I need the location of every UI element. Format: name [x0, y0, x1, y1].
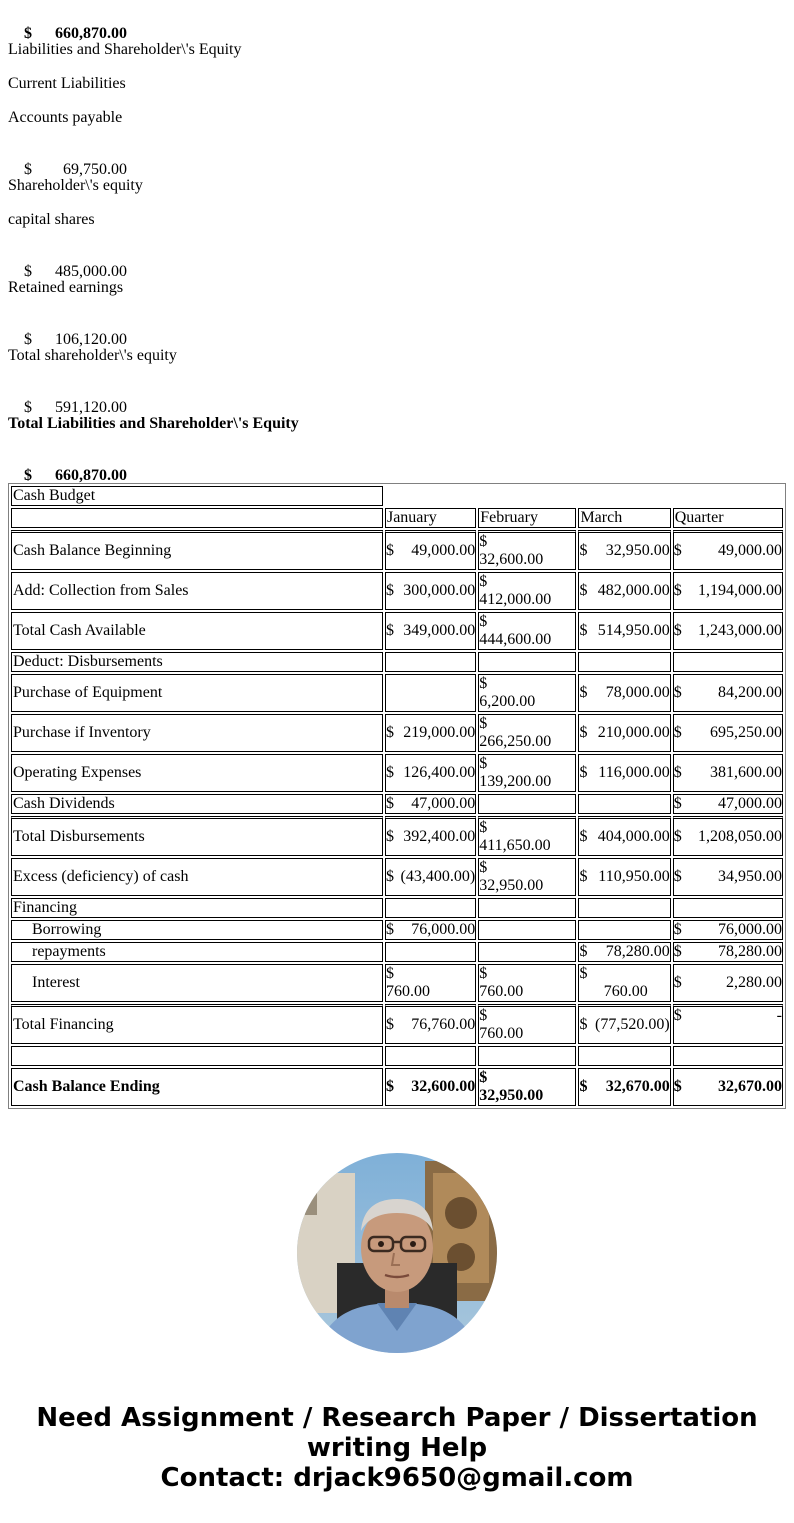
amount: 32,600.00: [479, 551, 544, 568]
table-row: [11, 572, 783, 610]
currency-symbol: $: [385, 795, 394, 812]
currency-symbol: $: [673, 684, 682, 701]
currency-symbol: $: [479, 715, 488, 732]
amount: 411,650.00: [479, 837, 551, 854]
cell-qtr: [673, 674, 783, 712]
cell-jan: [385, 964, 476, 1002]
cell-mar: [578, 816, 670, 856]
currency-symbol: $: [673, 724, 682, 741]
currency-symbol: $: [579, 868, 588, 885]
amount: 760.00: [479, 1025, 524, 1042]
cell-mar: [578, 964, 670, 1002]
currency-symbol: $: [579, 582, 588, 599]
amount: 116,000.00: [598, 764, 670, 781]
amount: 210,000.00: [597, 724, 670, 741]
amount: 110,950.00: [598, 868, 670, 885]
currency-symbol: $: [479, 965, 488, 982]
cell-qtr: [673, 754, 783, 792]
amount: 76,000.00: [411, 921, 476, 938]
table-row: [11, 942, 783, 962]
currency-symbol: $: [385, 764, 394, 781]
table-title: Cash Budget: [11, 486, 383, 506]
currency-symbol: $: [385, 965, 394, 982]
amount: 76,760.00: [411, 1016, 476, 1033]
amount: 126,400.00: [403, 764, 476, 781]
empty-cell: [478, 920, 576, 940]
cell-jan: [385, 754, 476, 792]
promo-banner: [0, 1403, 794, 1493]
amount: 266,250.00: [479, 733, 552, 750]
amount: 106,120.00: [55, 331, 127, 348]
row-label: Borrowing: [11, 920, 383, 940]
table-row: [11, 1046, 783, 1066]
empty-cell: [11, 508, 383, 528]
cell-mar: [578, 1004, 670, 1044]
amount: 69,750.00: [63, 161, 127, 178]
promo-line-1: Need Assignment / Research Paper / Dissertation: [36, 1403, 758, 1433]
currency-symbol: $: [579, 828, 588, 845]
currency-symbol: $: [579, 943, 588, 960]
currency-symbol: $: [579, 542, 588, 559]
row-label: Total Financing: [11, 1004, 383, 1044]
cell-qtr: [673, 942, 783, 962]
amount: -: [776, 1007, 782, 1024]
currency-symbol: $: [673, 921, 682, 938]
cell-qtr: [673, 858, 783, 896]
amount: 381,600.00: [710, 764, 782, 781]
empty-cell: [578, 794, 670, 814]
author-avatar: [297, 1153, 497, 1353]
amount: 760.00: [479, 983, 524, 1000]
amount: 2,280.00: [726, 974, 782, 991]
amount: 1,208,050.00: [698, 828, 782, 845]
cell-jan: [385, 530, 476, 570]
amount: 514,950.00: [597, 622, 670, 639]
currency-symbol: $: [479, 675, 488, 692]
row-label: Total Disbursements: [11, 816, 383, 856]
currency-symbol: $: [385, 542, 394, 559]
empty-cell: [385, 898, 476, 918]
row-label: Add: Collection from Sales: [11, 572, 383, 610]
currency-symbol: $: [479, 573, 488, 590]
amount: 1,194,000.00: [698, 582, 782, 599]
currency-symbol: $: [479, 755, 488, 772]
cell-qtr: [673, 612, 783, 650]
currency-symbol: $: [673, 974, 682, 991]
currency-symbol: $: [24, 331, 32, 348]
table-row: [11, 714, 783, 752]
header-row: [11, 508, 783, 528]
cell-jan: [385, 858, 476, 896]
amount: 412,000.00: [479, 591, 552, 608]
empty-cell: [578, 920, 670, 940]
currency-symbol: $: [24, 263, 32, 280]
row-label: Purchase if Inventory: [11, 714, 383, 752]
row-label: Cash Dividends: [11, 794, 383, 814]
amount: 49,000.00: [411, 542, 476, 559]
currency-symbol: $: [673, 764, 682, 781]
row-label: Cash Balance Ending: [11, 1068, 383, 1106]
cell-jan: [385, 794, 476, 814]
row-label: repayments: [11, 942, 383, 962]
promo-contact: Contact: drjack9650@gmail.com: [160, 1463, 634, 1493]
amount: (77,520.00): [595, 1016, 670, 1033]
currency-symbol: $: [579, 1078, 588, 1095]
empty-cell: [385, 1046, 476, 1066]
amount: 349,000.00: [403, 622, 476, 639]
cell-feb: [478, 674, 576, 712]
table-row: [11, 964, 783, 1002]
amount: 32,950.00: [605, 542, 670, 559]
currency-symbol: $: [24, 25, 32, 42]
currency-symbol: $: [579, 965, 588, 982]
amount: 392,400.00: [403, 828, 476, 845]
amount: 760.00: [603, 983, 648, 1000]
currency-symbol: $: [579, 724, 588, 741]
cell-jan: [385, 816, 476, 856]
amount: 84,200.00: [718, 684, 782, 701]
cell-qtr: [673, 530, 783, 570]
cell-mar: [578, 754, 670, 792]
empty-cell: [385, 942, 476, 962]
currency-symbol: $: [673, 868, 682, 885]
cell-feb: [478, 816, 576, 856]
amount: 139,200.00: [479, 773, 552, 790]
amount: 695,250.00: [710, 724, 782, 741]
empty-cell: [478, 1046, 576, 1066]
empty-cell: [673, 652, 783, 672]
empty-cell: [478, 652, 576, 672]
table-row: [11, 1004, 783, 1044]
current-liabilities-heading: Current Liabilities: [8, 75, 126, 92]
amount: 760.00: [385, 983, 430, 1000]
amount: 32,600.00: [411, 1078, 476, 1095]
currency-symbol: $: [673, 943, 682, 960]
table-row: [11, 754, 783, 792]
empty-cell: [673, 1046, 783, 1066]
empty-cell: [673, 898, 783, 918]
empty-cell: [478, 794, 576, 814]
empty-cell: [478, 942, 576, 962]
shareholders-equity-heading: Shareholder\'s equity: [8, 177, 143, 194]
cell-feb: [478, 612, 576, 650]
cell-mar: [578, 858, 670, 896]
currency-symbol: $: [24, 467, 32, 484]
cell-jan: [385, 612, 476, 650]
amount: 76,000.00: [718, 921, 782, 938]
table-title-row: [11, 486, 783, 506]
amount: 32,950.00: [479, 1087, 544, 1104]
amount: 482,000.00: [597, 582, 670, 599]
empty-cell: [385, 674, 476, 712]
currency-symbol: $: [385, 1078, 394, 1095]
cell-mar: [578, 1068, 670, 1106]
cell-jan: [385, 920, 476, 940]
table-row: [11, 530, 783, 570]
currency-symbol: $: [385, 622, 394, 639]
currency-symbol: $: [673, 582, 682, 599]
row-label: Excess (deficiency) of cash: [11, 858, 383, 896]
empty-cell: [578, 1046, 670, 1066]
cell-qtr: [673, 920, 783, 940]
currency-symbol: $: [479, 533, 488, 550]
cell-feb: [478, 572, 576, 610]
cell-feb: [478, 1004, 576, 1044]
currency-symbol: $: [579, 622, 588, 639]
row-label: Purchase of Equipment: [11, 674, 383, 712]
currency-symbol: $: [385, 582, 394, 599]
cell-jan: [385, 1068, 476, 1106]
amount: (43,400.00): [400, 868, 476, 885]
empty-cell: [478, 898, 576, 918]
col-header-february: February: [478, 508, 576, 528]
amount: 660,870.00: [55, 25, 127, 42]
amount: 78,000.00: [605, 684, 670, 701]
cell-qtr: [673, 964, 783, 1002]
amount: 404,000.00: [597, 828, 670, 845]
amount: 34,950.00: [718, 868, 782, 885]
amount: 591,120.00: [55, 399, 127, 416]
row-label: Total Cash Available: [11, 612, 383, 650]
currency-symbol: $: [385, 828, 394, 845]
table-row: [11, 920, 783, 940]
col-header-quarter: Quarter: [673, 508, 783, 528]
table-row: [11, 816, 783, 856]
cell-mar: [578, 714, 670, 752]
currency-symbol: $: [385, 868, 394, 885]
promo-line-2: writing Help: [306, 1433, 488, 1463]
cell-qtr: [673, 572, 783, 610]
cell-mar: [578, 530, 670, 570]
currency-symbol: $: [673, 828, 682, 845]
amount: 32,670.00: [605, 1078, 670, 1095]
row-label: Cash Balance Beginning: [11, 530, 383, 570]
cell-feb: [478, 530, 576, 570]
col-header-january: January: [385, 508, 476, 528]
empty-cell: [578, 652, 670, 672]
empty-cell: [578, 898, 670, 918]
row-label: Interest: [11, 964, 383, 1002]
currency-symbol: $: [385, 724, 394, 741]
currency-symbol: $: [385, 1016, 394, 1033]
amount: 485,000.00: [55, 263, 127, 280]
cell-qtr: [673, 794, 783, 814]
currency-symbol: $: [579, 764, 588, 781]
empty-cell: [385, 652, 476, 672]
capital-shares-label: capital shares: [8, 211, 95, 228]
cell-qtr: [673, 714, 783, 752]
amount: 300,000.00: [403, 582, 476, 599]
amount: 47,000.00: [718, 795, 782, 812]
currency-symbol: $: [579, 684, 588, 701]
amount: 444,600.00: [479, 631, 552, 648]
table-row: [11, 652, 783, 672]
table-row: [11, 1068, 783, 1106]
table-row: [11, 858, 783, 896]
amount: 32,950.00: [479, 877, 544, 894]
row-label: Deduct: Disbursements: [11, 652, 383, 672]
currency-symbol: $: [673, 1078, 682, 1095]
cell-mar: [578, 674, 670, 712]
liabilities-heading: Liabilities and Shareholder\'s Equity: [8, 41, 242, 58]
cell-jan: [385, 1004, 476, 1044]
currency-symbol: $: [579, 1016, 588, 1033]
cell-mar: [578, 612, 670, 650]
table-row: [11, 674, 783, 712]
cell-mar: [578, 942, 670, 962]
amount: 78,280.00: [718, 943, 782, 960]
empty-cell: [11, 1046, 383, 1066]
currency-symbol: $: [479, 859, 488, 876]
accounts-payable-label: Accounts payable: [8, 109, 123, 126]
currency-symbol: $: [479, 819, 488, 836]
cash-budget-table: [8, 483, 786, 1109]
empty-cell: [385, 486, 783, 506]
currency-symbol: $: [24, 161, 32, 178]
currency-symbol: $: [673, 622, 682, 639]
cell-mar: [578, 572, 670, 610]
table-row: [11, 612, 783, 650]
amount: 49,000.00: [718, 542, 782, 559]
row-label: Operating Expenses: [11, 754, 383, 792]
cell-jan: [385, 572, 476, 610]
total-liabilities-equity-label: Total Liabilities and Shareholder\'s Equity: [8, 415, 299, 432]
cell-qtr: [673, 1068, 783, 1106]
amount: 47,000.00: [411, 795, 476, 812]
cell-feb: [478, 964, 576, 1002]
currency-symbol: $: [479, 613, 488, 630]
currency-symbol: $: [479, 1069, 488, 1086]
currency-symbol: $: [385, 921, 394, 938]
total-equity-label: Total shareholder\'s equity: [8, 347, 177, 364]
amount: 32,670.00: [718, 1078, 782, 1095]
row-label: Financing: [11, 898, 383, 918]
currency-symbol: $: [673, 795, 682, 812]
amount: 6,200.00: [479, 693, 536, 710]
table-row: [11, 794, 783, 814]
retained-earnings-label: Retained earnings: [8, 279, 124, 296]
cell-feb: [478, 1068, 576, 1106]
currency-symbol: $: [24, 399, 32, 416]
author-portrait: [297, 1153, 497, 1353]
currency-symbol: $: [673, 1007, 682, 1024]
amount: 660,870.00: [55, 467, 127, 484]
amount: 78,280.00: [605, 943, 670, 960]
col-header-march: March: [578, 508, 670, 528]
table-row: [11, 898, 783, 918]
cell-feb: [478, 754, 576, 792]
amount: 219,000.00: [403, 724, 476, 741]
currency-symbol: $: [479, 1007, 488, 1024]
cell-feb: [478, 714, 576, 752]
cell-feb: [478, 858, 576, 896]
cell-jan: [385, 714, 476, 752]
amount: 1,243,000.00: [698, 622, 782, 639]
currency-symbol: $: [673, 542, 682, 559]
cell-qtr: [673, 1004, 783, 1044]
cell-qtr: [673, 816, 783, 856]
